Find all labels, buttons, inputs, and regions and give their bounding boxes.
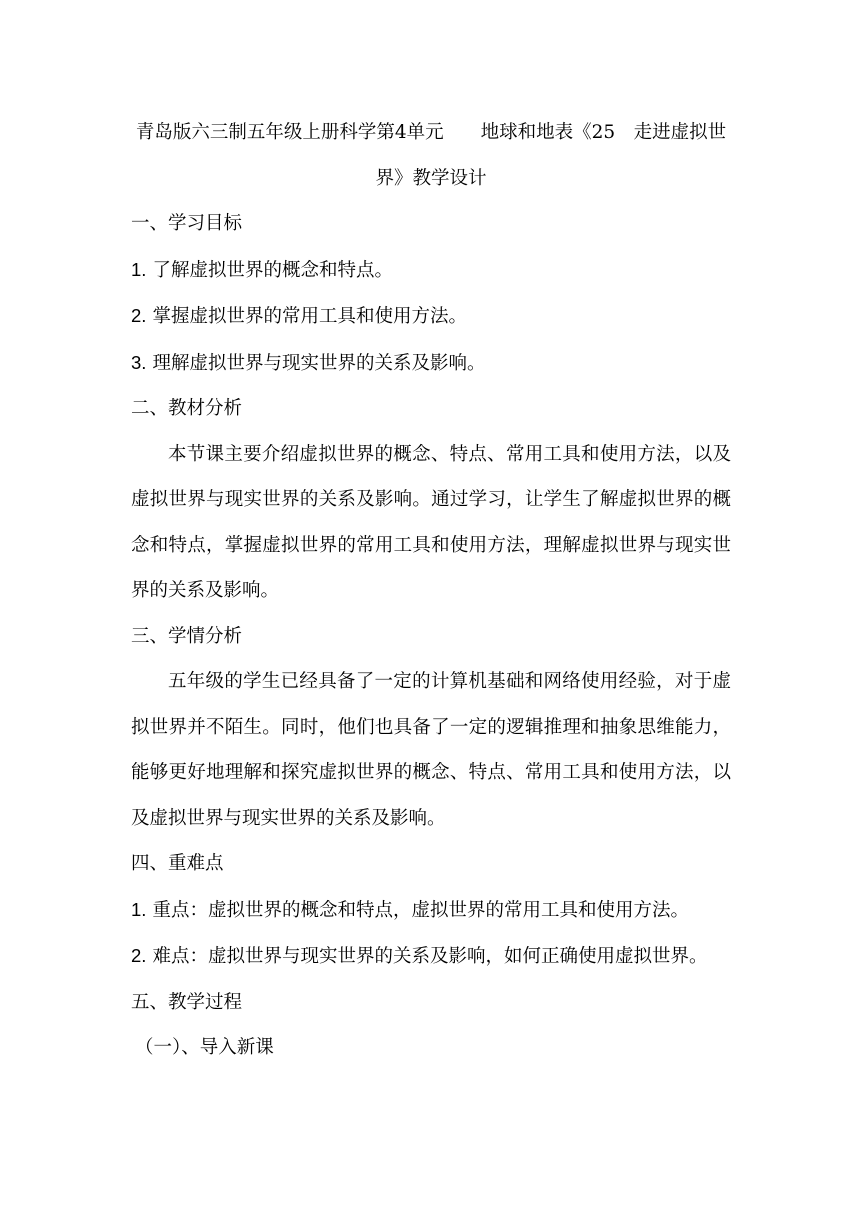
list-item (131, 887, 731, 934)
students-paragraph: 五年级的学生已经具备了一定的计算机基础和网络使用经验，对于虚拟世界并不陌生。同时，他们也具备了一定的逻辑推理和抽象思维能力，能够更好地理解和探究虚拟世界的概念、特点、常用工具和使用方法，以及虚拟世界与现实世界的关系及影响。 (131, 671, 731, 829)
list-item-text: 掌握虚拟世界的常用工具和使用方法。 (152, 306, 467, 327)
section-heading-material: 二、教材分析 (131, 398, 243, 419)
list-item (131, 247, 731, 294)
list-item-number: 1. (131, 898, 147, 920)
section-heading-process: 五、教学过程 (131, 991, 243, 1013)
list-item-text: 了解虚拟世界的概念和特点。 (152, 259, 393, 281)
section-heading-students: 三、学情分析 (131, 625, 243, 647)
section-heading-objectives: 一、学习目标 (131, 213, 243, 234)
list-item (131, 340, 731, 387)
list-item-text: 重点：虚拟世界的概念和特点，虚拟世界的常用工具和使用方法。 (152, 899, 689, 921)
document-content (131, 110, 731, 1071)
list-item-text: 理解虚拟世界与现实世界的关系及影响。 (152, 352, 486, 374)
process-subheading: （一）、导入新课 (135, 1037, 274, 1058)
document-title: 青岛版六三制五年级上册科学第4单元 地球和地表《25 走进虚拟世界》教学设计 (135, 122, 727, 189)
list-item-number: 1. (131, 258, 147, 280)
list-item-text: 难点：虚拟世界与现实世界的关系及影响，如何正确使用虚拟世界。 (152, 946, 708, 967)
material-paragraph: 本节课主要介绍虚拟世界的概念、特点、常用工具和使用方法，以及虚拟世界与现实世界的关系及影响。通过学习，让学生了解虚拟世界的概念和特点，掌握虚拟世界的常用工具和使用方法，理解虚拟世界与现实世界的关系及影响。 (131, 443, 731, 601)
list-item-number: 3. (131, 351, 147, 373)
list-item-number: 2. (131, 305, 147, 326)
section-heading-key-points: 四、重难点 (131, 853, 224, 874)
list-item (131, 293, 731, 340)
list-item (131, 933, 731, 980)
list-item-number: 2. (131, 945, 147, 966)
